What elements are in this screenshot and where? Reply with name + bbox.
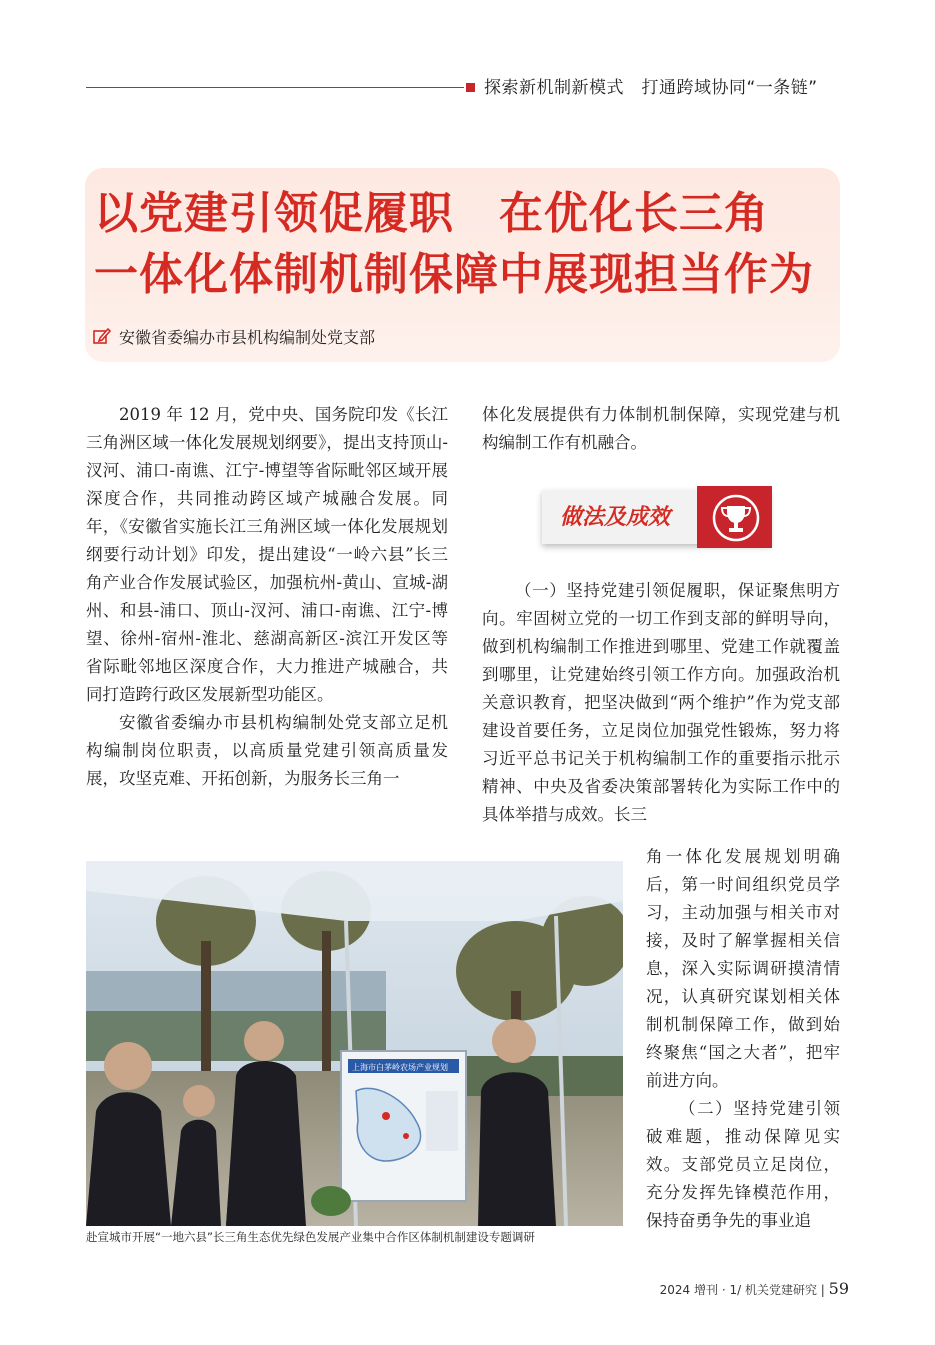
- photo-caption: 赴宣城市开展“一地六县”长三角生态优先绿色发展产业集中合作区体制机制建设专题调研: [86, 1230, 535, 1244]
- paragraph-continuation: 体化发展提供有力体制机制保障，实现党建与机构编制工作有机融合。: [482, 405, 840, 452]
- photo: [86, 861, 623, 1226]
- left-column: [86, 401, 448, 793]
- paragraph: 安徽省委编办市县机构编制处党支部立足机构编制岗位职责，以高质量党建引领高质量发展，攻坚克难、开拓创新，为服务长三角一: [86, 713, 448, 788]
- paragraph-body: 角一体化发展规划明确后，第一时间组织党员学习，主动加强与相关市对接，及时了解掌握相关信息，深入实际调研摸清情况，认真研究谋划相关体制机制保障工作，做到始终聚焦“国之大者”，把牢前进方向。: [646, 847, 840, 1090]
- article-title-line1: 以党建引领促履职 在优化长三角: [94, 188, 769, 239]
- board-title: 上海市白茅岭农场产业规划: [352, 1063, 448, 1072]
- header-marker: [466, 83, 475, 92]
- journal-name: 2024 增刊 · 1/ 机关党建研究: [659, 1283, 817, 1297]
- trophy-icon: [710, 492, 762, 544]
- article-title-line2: 一体化体制机制保障中展现担当作为: [94, 249, 814, 300]
- author-byline: 安徽省委编办市县机构编制处党支部: [119, 328, 376, 347]
- pen-icon: [92, 326, 112, 346]
- subheading: （一）坚持党建引领促履职，保证聚焦明方向。: [482, 581, 840, 628]
- header-column-title: 探索新机制新模式 打通跨域协同“一条链”: [484, 78, 818, 98]
- photo-illustration: [86, 861, 623, 1226]
- footer-separator: |: [820, 1283, 829, 1297]
- right-column-top: [482, 401, 840, 457]
- paragraph: [482, 577, 840, 829]
- right-column-narrow: [646, 843, 840, 1235]
- subheading: （二）坚持党建引领破难题，推动保障见实效。: [646, 1099, 840, 1174]
- paragraph-body: 牢固树立党的一切工作到支部的鲜明导向，做到机构编制工作推进到哪里、党建工作就覆盖到哪里，让党建始终引领工作方向。加强政治机关意识教育，把坚决做到“两个维护”作为党支部建设首要任务，立足岗位加强党性锻炼，努力将习近平总书记关于机构编制工作的重要指示批示精神、中央及省委决策部署转化为实际工作中的具体举措与成效。长三: [482, 609, 841, 824]
- header-rule: [86, 87, 464, 88]
- page-footer: [660, 1279, 849, 1298]
- paragraph-body: 支部党员立足岗位，充分发挥先锋模范作用，保持奋勇争先的事业追: [646, 1155, 840, 1230]
- paragraph: [646, 1095, 840, 1235]
- right-column-main: [482, 577, 840, 829]
- section-badge: [542, 486, 772, 552]
- paragraph: 2019 年 12 月，党中央、国务院印发《长江三角洲区域一体化发展规划纲要》，提出支持顶山-汊河、浦口-南谯、江宁-博望等省际毗邻区域开展深度合作，共同推动跨区域产城融合发展。同年，《安徽省实施长江三角洲区域一体化发展规划纲要行动计划》印发，提出建设“一岭六县”长三角产业合作发展试验区，加强杭州-黄山、宣城-湖州、和县-浦口、顶山-汊河、浦口-南谯、江宁-博望、徐州-宿州-淮北、慈湖高新区-滨江开发区等省际毗邻地区深度合作，大力推进产城融合，共同打造跨行政区发展新型功能区。: [86, 405, 448, 704]
- page-number: 59: [828, 1279, 849, 1298]
- section-heading: 做法及成效: [560, 505, 671, 530]
